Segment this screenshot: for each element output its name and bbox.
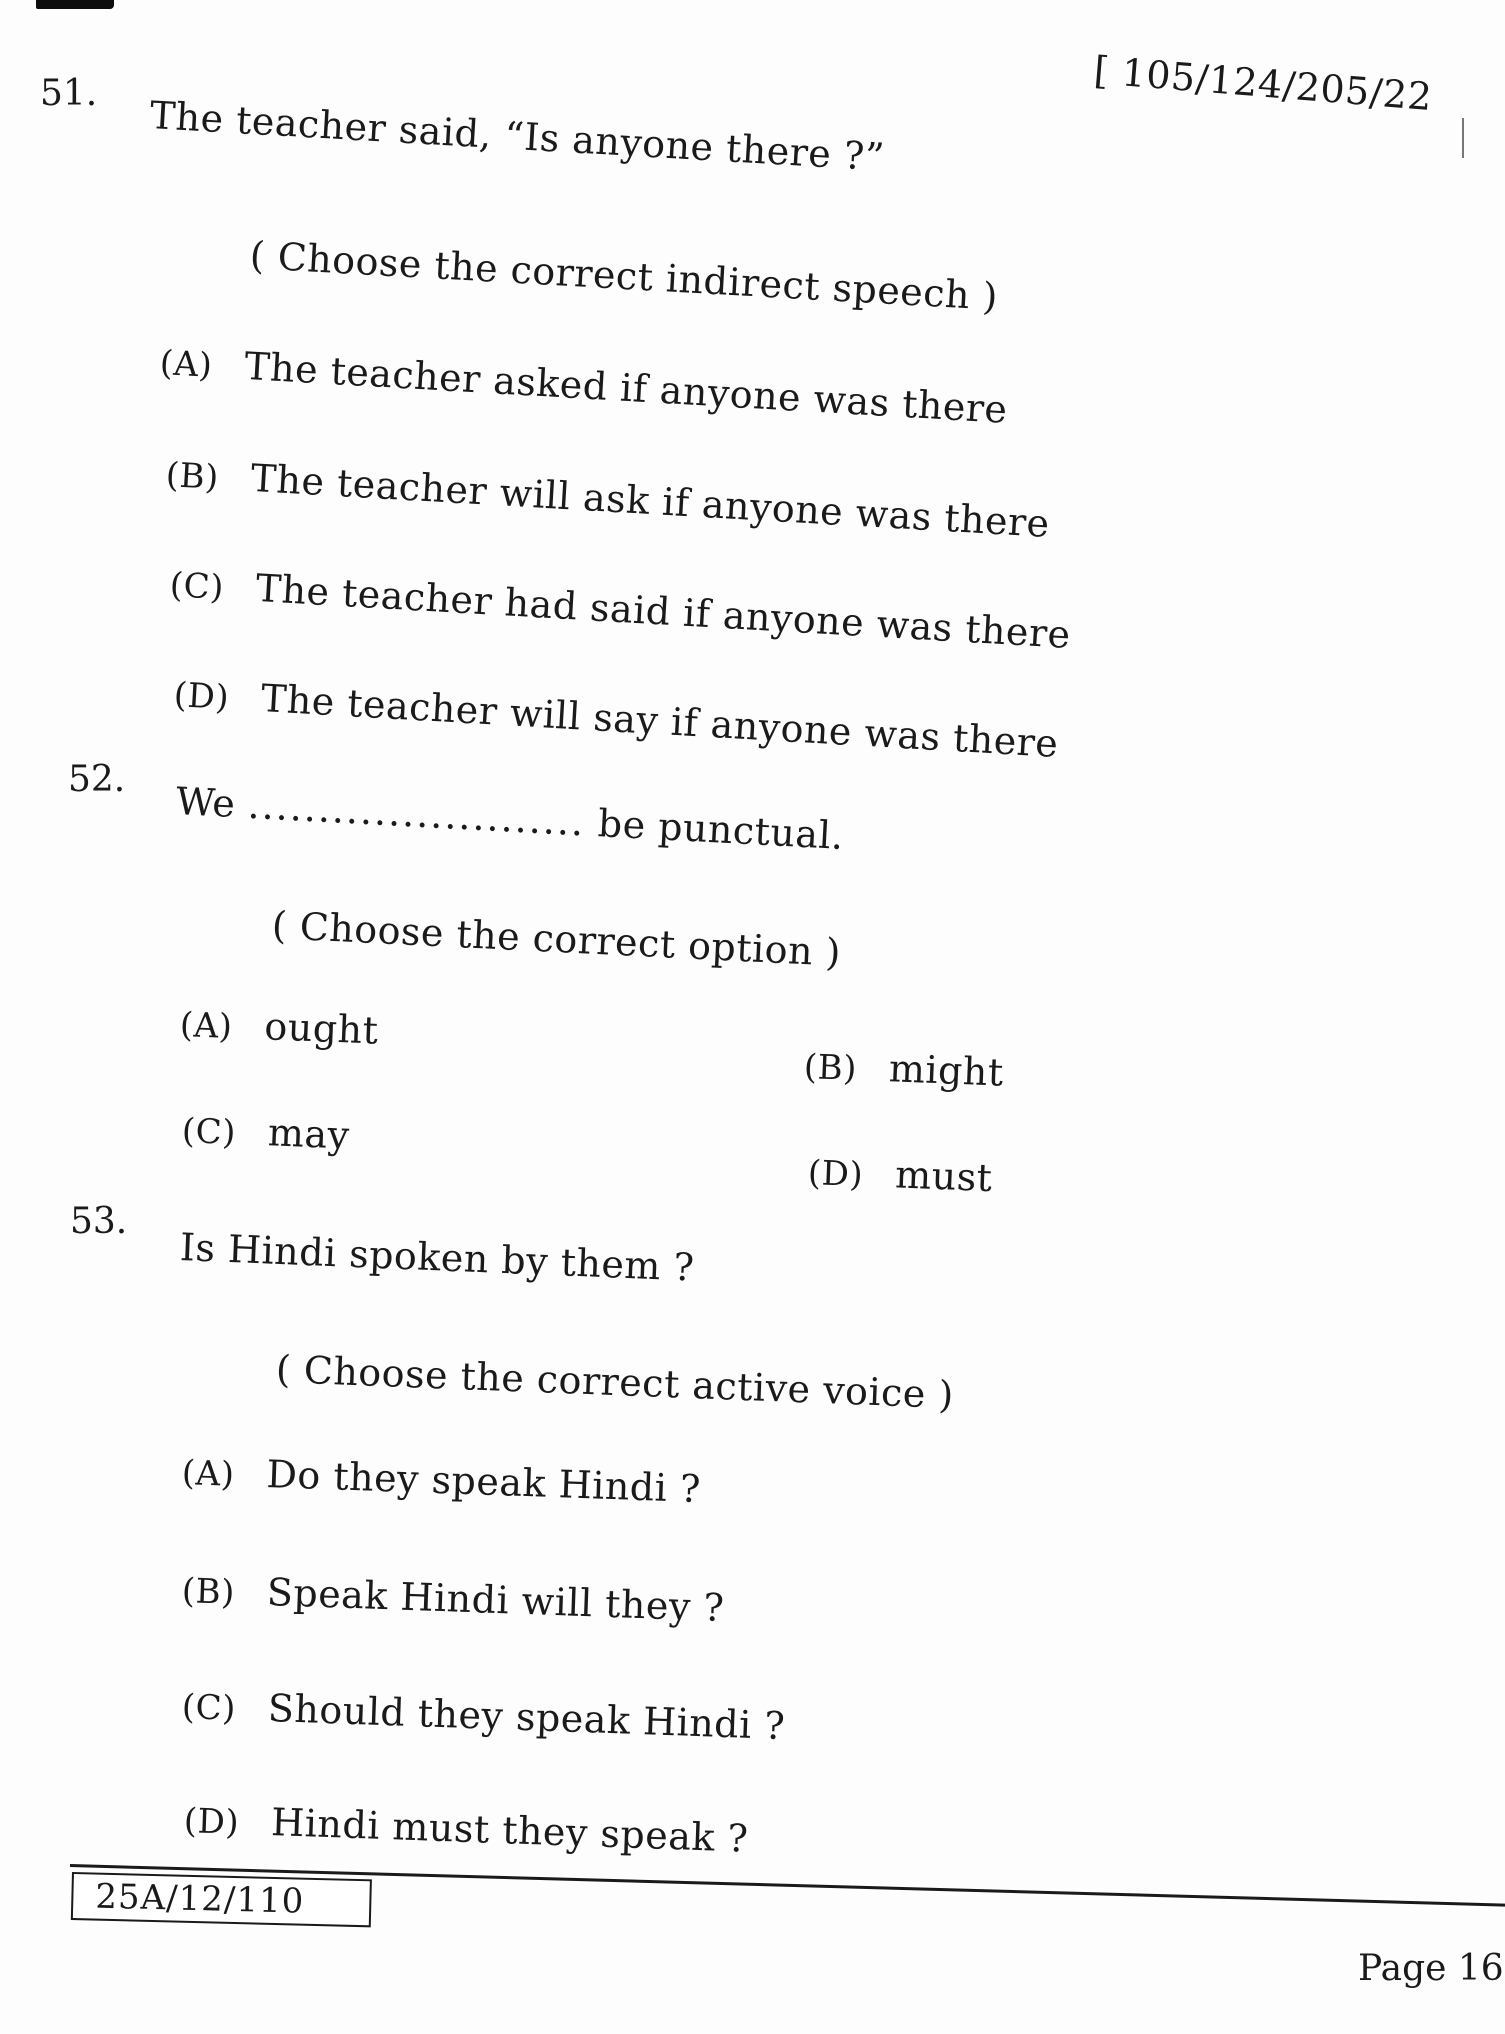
option-text: The teacher had said if anyone was there [254,565,1072,657]
question-instruction: ( Choose the correct active voice ) [275,1347,955,1418]
option-b[interactable] [164,454,1051,546]
option-label: (B) [181,1571,236,1613]
question-number: 52. [68,759,126,800]
option-text: Should they speak Hindi ? [267,1686,786,1749]
option-text: ought [263,1004,380,1053]
option-text: Do they speak Hindi ? [265,1451,702,1512]
option-d[interactable] [183,1800,750,1861]
question-text: Is Hindi spoken by them ? [179,1225,696,1290]
paper-code: [ 105/124/205/22 [1092,48,1434,120]
option-label: (A) [179,1005,234,1048]
option-c[interactable] [168,564,1072,657]
option-a[interactable] [158,342,1009,432]
option-label: (A) [181,1453,236,1495]
question-text-start: We [174,779,237,827]
option-d[interactable] [172,674,1060,766]
question-instruction: ( Choose the correct indirect speech ) [248,233,1000,319]
option-b[interactable] [181,1569,726,1630]
option-text: The teacher asked if anyone was there [243,343,1009,432]
option-label: (B) [164,455,220,499]
option-label: (C) [181,1111,237,1154]
option-text: Speak Hindi will they ? [266,1569,726,1630]
option-label: (C) [168,565,225,609]
question-number: 51. [40,73,98,114]
option-text: may [267,1110,351,1158]
option-a[interactable] [179,1004,380,1053]
option-label: (D) [807,1153,864,1196]
option-text: The teacher will ask if anyone was there [249,455,1051,546]
option-a[interactable] [181,1451,702,1512]
option-text: must [894,1152,994,1201]
booklet-code-box: 25A/12/110 [71,1872,372,1927]
question-number: 53. [70,1201,128,1242]
page-number: Page 16 [1358,1948,1504,1989]
option-label: (D) [183,1801,240,1843]
option-c[interactable] [181,1110,351,1158]
question-text: The teacher said, “Is anyone there ?” [148,93,886,180]
question-text-end: be punctual. [596,801,845,858]
option-b[interactable] [803,1046,1005,1095]
question-text [174,779,845,858]
option-label: (C) [181,1687,237,1729]
option-label: (B) [803,1047,858,1090]
option-label: (D) [172,675,231,719]
option-text: might [888,1046,1005,1095]
question-instruction: ( Choose the correct option ) [270,903,842,975]
option-text: Hindi must they speak ? [270,1800,750,1861]
scan-edge-mark [36,0,114,9]
option-c[interactable] [181,1686,786,1749]
fill-blank: ........................ [246,782,587,845]
option-d[interactable] [807,1152,994,1201]
option-text: The teacher will say if anyone was there [259,676,1060,766]
scan-artifact [1462,118,1464,158]
option-label: (A) [158,343,214,386]
